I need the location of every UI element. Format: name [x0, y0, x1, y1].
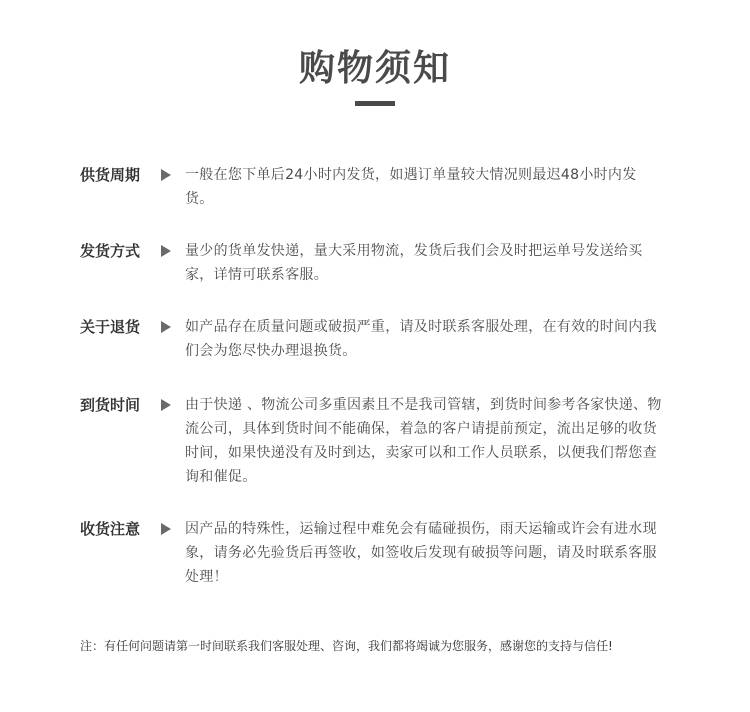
page-title: 购物须知 [298, 48, 451, 89]
play-arrow-icon [161, 245, 171, 257]
footer-note: 注：有任何问题请第一时间联系我们客服处理、咨询，我们都将竭诚为您服务，感谢您的支持与信任! [80, 639, 613, 653]
title-underline [355, 101, 395, 106]
play-arrow-icon [161, 321, 171, 333]
section-label: 关于退货 [80, 318, 141, 336]
play-arrow-icon [161, 523, 171, 535]
play-arrow-icon [161, 169, 171, 181]
section-label: 收货注意 [80, 520, 141, 538]
section-label: 发货方式 [80, 242, 141, 260]
section-label: 供货周期 [80, 166, 141, 184]
section-text: 量少的货单发快递，量大采用物流，发货后我们会及时把运单号发送给买家，详情可联系客服。 [185, 243, 643, 283]
section-text: 如产品存在质量问题或破损严重，请及时联系客服处理，在有效的时间内我们会为您尽快办理退换货。 [185, 319, 657, 359]
section-text: 由于快递 、物流公司多重因素且不是我司管辖，到货时间参考各家快递、物流公司，具体到货时间不能确保，着急的客户请提前预定，流出足够的收货时间，如果快递没有及时到达，卖家可以和工作人员联系，以便我们帮您查询和催促。 [185, 397, 662, 485]
section-text: 因产品的特殊性，运输过程中难免会有磕碰损伤，雨天运输或许会有进水现象，请务必先验货后再签收，如签收后发现有破损等问题，请及时联系客服处理！ [185, 521, 657, 585]
section-text: 一般在您下单后24小时内发货，如遇订单量较大情况则最迟48小时内发货。 [185, 167, 637, 207]
play-arrow-icon [161, 399, 171, 411]
section-label: 到货时间 [80, 396, 141, 414]
